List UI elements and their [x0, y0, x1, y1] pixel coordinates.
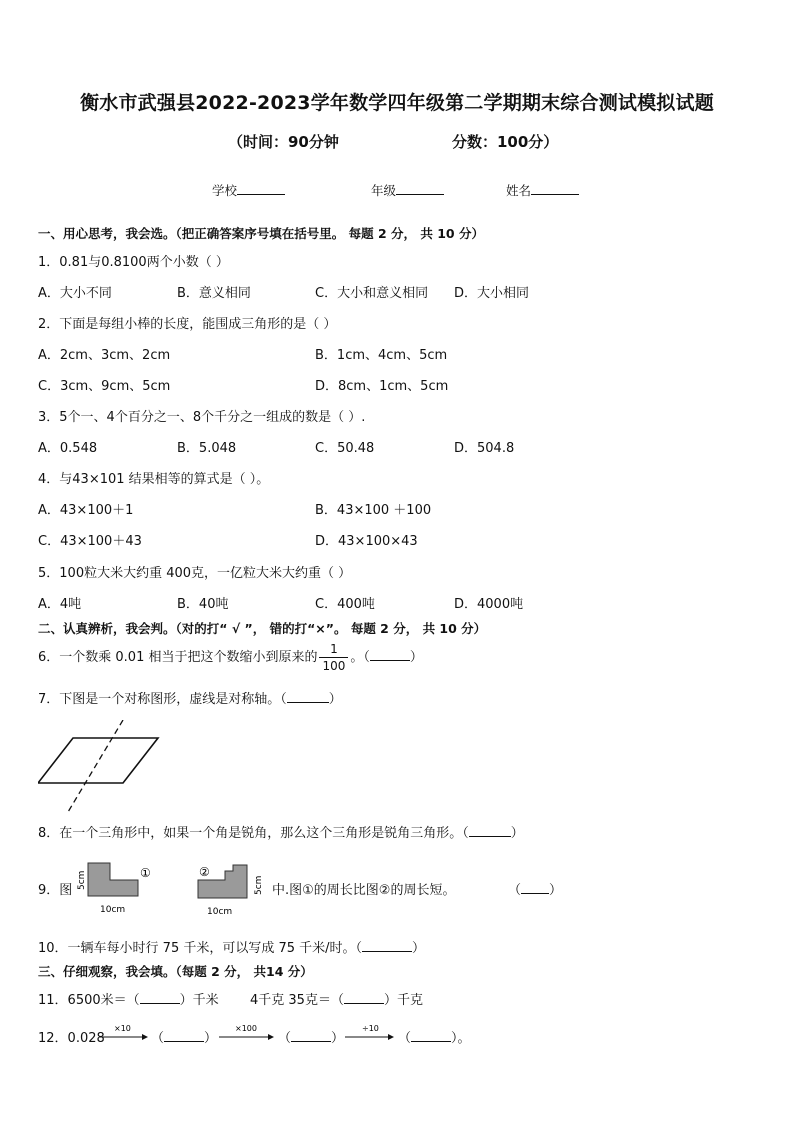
q1-option-b[interactable]: B．意义相同: [177, 286, 251, 301]
q12-answer-blank-1[interactable]: [164, 1029, 204, 1042]
section-1-heading: 一、用心思考，我会选。（把正确答案序号填在括号里。 每题 2 分， 共 10 分）: [38, 226, 484, 241]
q5-option-a[interactable]: A．4吨: [38, 597, 82, 612]
question-8: [38, 822, 524, 841]
q12-answer-blank-2[interactable]: [291, 1029, 331, 1042]
figure-1-shape: [88, 863, 138, 896]
q4-option-c[interactable]: C．43×100＋43: [38, 534, 142, 549]
q3-option-d[interactable]: D．504.8: [454, 441, 515, 456]
question-1: 1．0.81与0.8100两个小数（ ）: [38, 255, 229, 270]
q12-blank-1: [151, 1027, 217, 1046]
q6-paren-open: 。（: [350, 650, 370, 665]
parallelogram-figure: [38, 720, 164, 812]
q10-paren-close: ）: [412, 941, 426, 956]
q11b-unit: ）千克: [383, 993, 423, 1008]
q12-paren-close-1: ）: [204, 1031, 218, 1046]
arrow-2-head-icon: [268, 1034, 274, 1040]
figure-2-width-label: 10cm: [207, 907, 233, 917]
q3-option-b[interactable]: B．5.048: [177, 441, 237, 456]
figure-1: [60, 860, 160, 920]
q9-answer-blank[interactable]: [521, 881, 549, 894]
q6-answer-blank[interactable]: [370, 648, 410, 661]
q6-numerator: 1: [319, 643, 348, 658]
question-4: 4．与43×101 结果相等的算式是（ ）。: [38, 472, 270, 487]
name-field[interactable]: [506, 181, 579, 199]
arrow-3: [344, 1022, 396, 1044]
arrow-1: [98, 1022, 150, 1044]
q8-paren-close: ）: [510, 826, 524, 841]
figure-1-height-label: 5cm: [77, 870, 87, 890]
q11b-text: 4千克 35克＝（: [250, 993, 344, 1008]
page-title: 衡水市武强县2022-2023学年数学四年级第二学期期末综合测试模拟试题: [80, 92, 714, 114]
q11a-answer-blank[interactable]: [140, 991, 180, 1004]
figure-1-label: ①: [140, 866, 151, 880]
q9-text: 中.图①的周长比图②的周长短。: [272, 883, 456, 898]
arrow-1-head-icon: [142, 1034, 148, 1040]
q11a-unit: ）千米: [179, 993, 219, 1008]
question-2: 2．下面是每组小棒的长度，能围成三角形的是（ ）: [38, 317, 337, 332]
symmetry-axis-dashed-line: [68, 720, 123, 812]
q12-paren-open-2: （: [278, 1031, 292, 1046]
q12-blank-2: [278, 1027, 344, 1046]
q1-option-a[interactable]: A．大小不同: [38, 286, 112, 301]
grade-field[interactable]: [371, 181, 444, 199]
q2-option-c[interactable]: C．3cm、9cm、5cm: [38, 379, 171, 394]
school-field[interactable]: [212, 181, 285, 199]
q6-fraction: [319, 643, 348, 672]
q9-prefix: 9．图: [38, 883, 73, 898]
q7-text: 7．下图是一个对称图形，虚线是对称轴。（: [38, 692, 287, 707]
q10-answer-blank[interactable]: [362, 939, 412, 952]
q4-option-a[interactable]: A．43×100＋1: [38, 503, 134, 518]
q7-answer-blank[interactable]: [287, 690, 329, 703]
q12-paren-open-1: （: [151, 1031, 165, 1046]
q1-option-d[interactable]: D．大小相同: [454, 286, 530, 301]
figure-2-height-label: 5cm: [254, 875, 264, 895]
q12-paren-close-3: ）。: [451, 1031, 471, 1046]
name-label: 姓名: [506, 183, 532, 198]
question-3: 3．5个一、4个百分之一、8个千分之一组成的数是（ ）.: [38, 410, 366, 425]
arrow-3-op-label: ÷10: [362, 1024, 379, 1033]
question-10: [38, 937, 425, 956]
school-label: 学校: [212, 183, 238, 198]
question-11b: [250, 989, 423, 1008]
q4-option-b[interactable]: B．43×100 ＋100: [315, 503, 432, 518]
q6-text: 6．一个数乘 0.01 相当于把这个数缩小到原来的: [38, 650, 318, 665]
q2-option-a[interactable]: A．2cm、3cm、2cm: [38, 348, 171, 363]
section-3-heading: 三、仔细观察，我会填。（每题 2 分， 共14 分）: [38, 964, 313, 979]
exam-score: 分数：100分）: [452, 133, 559, 151]
q9-answer: [508, 879, 562, 898]
q10-text: 10．一辆车每小时行 75 千米，可以写成 75 千米/时。（: [38, 941, 363, 956]
arrow-2-op-label: ×100: [235, 1024, 257, 1033]
q2-option-d[interactable]: D．8cm、1cm、5cm: [315, 379, 449, 394]
section-2-heading: 二、认真辨析，我会判。（对的打“ √ ”， 错的打“×”。 每题 2 分， 共 10 分）: [38, 621, 487, 636]
figure-1-width-label: 10cm: [100, 905, 126, 915]
arrow-3-head-icon: [388, 1034, 394, 1040]
q6-paren-close: ）: [409, 650, 423, 665]
arrow-2: [218, 1022, 276, 1044]
q3-option-c[interactable]: C．50.48: [315, 441, 375, 456]
q6-denominator: 100: [322, 659, 346, 673]
grade-label: 年级: [371, 183, 397, 198]
parallelogram-shape: [38, 738, 158, 783]
q2-option-b[interactable]: B．1cm、4cm、5cm: [315, 348, 448, 363]
q11a-text: 11．6500米＝（: [38, 993, 140, 1008]
q9-paren-open: （: [508, 883, 522, 898]
q12-answer-blank-3[interactable]: [411, 1029, 451, 1042]
question-5: 5．100粒大米大约重 400克，一亿粒大米大约重（ ）: [38, 566, 352, 581]
q12-start: 12．0.028: [38, 1031, 105, 1046]
question-6: [38, 640, 423, 676]
q12-paren-open-3: （: [398, 1031, 412, 1046]
q5-option-b[interactable]: B．40吨: [177, 597, 229, 612]
arrow-1-op-label: ×10: [114, 1024, 131, 1033]
q9-paren-close: ）: [549, 883, 563, 898]
q8-text: 8．在一个三角形中，如果一个角是锐角，那么这个三角形是锐角三角形。（: [38, 826, 469, 841]
q12-blank-3: [398, 1027, 471, 1046]
exam-time: （时间：90分钟: [228, 133, 339, 151]
q1-option-c[interactable]: C．大小和意义相同: [315, 286, 429, 301]
q4-option-d[interactable]: D．43×100×43: [315, 534, 418, 549]
figure-2-label: ②: [199, 865, 210, 879]
question-11a: [38, 989, 219, 1008]
q5-option-c[interactable]: C．400吨: [315, 597, 375, 612]
name-blank[interactable]: [531, 182, 579, 195]
q11b-answer-blank[interactable]: [344, 991, 384, 1004]
q8-answer-blank[interactable]: [469, 824, 511, 837]
q5-option-d[interactable]: D．4000吨: [454, 597, 524, 612]
grade-blank[interactable]: [396, 182, 444, 195]
school-blank[interactable]: [237, 182, 285, 195]
figure-2: [195, 862, 273, 922]
question-7: [38, 688, 342, 707]
q12-paren-close-2: ）: [331, 1031, 345, 1046]
q7-paren-close: ）: [328, 692, 342, 707]
q3-option-a[interactable]: A．0.548: [38, 441, 98, 456]
